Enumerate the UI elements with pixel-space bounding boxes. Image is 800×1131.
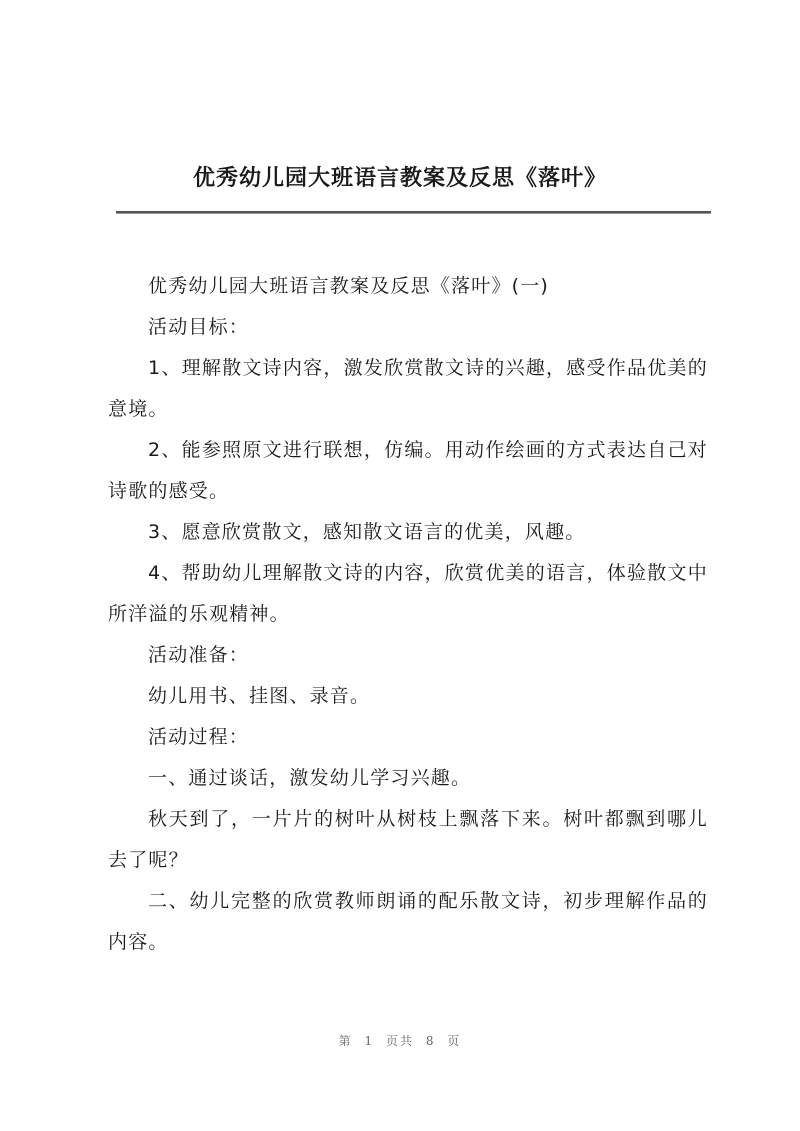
footer-suffix: 页	[447, 1034, 462, 1048]
footer-prefix: 第	[338, 1034, 353, 1048]
document-body	[108, 266, 708, 963]
paragraph-process-label: 活动过程：	[148, 726, 250, 748]
paragraph-goals-label: 活动目标：	[148, 316, 250, 338]
paragraph-step-1: 一、通过谈话，激发幼儿学习兴趣。	[148, 767, 472, 789]
footer-current-page: 1	[364, 1034, 375, 1048]
page-number-footer	[0, 1032, 800, 1049]
footer-total-pages: 8	[425, 1034, 436, 1048]
paragraph-step-2: 二、幼儿完整的欣赏教师朗诵的配乐散文诗，初步理解作品的内容。	[108, 890, 708, 953]
paragraph-goal-4: 4、帮助幼儿理解散文诗的内容，欣赏优美的语言，体验散文中所洋溢的乐观精神。	[108, 562, 708, 625]
title-divider	[116, 211, 711, 214]
footer-middle: 页共	[385, 1034, 414, 1048]
document-title: 优秀幼儿园大班语言教案及反思《落叶》	[192, 165, 607, 191]
paragraph-prep-label: 活动准备：	[148, 644, 250, 666]
paragraph-prep-items: 幼儿用书、挂图、录音。	[148, 685, 371, 707]
paragraph-heading: 优秀幼儿园大班语言教案及反思《落叶》(一)	[148, 275, 550, 297]
paragraph-goal-2: 2、能参照原文进行联想，仿编。用动作绘画的方式表达自己对诗歌的感受。	[108, 439, 708, 502]
paragraph-goal-1: 1、理解散文诗内容，激发欣赏散文诗的兴趣，感受作品优美的意境。	[108, 357, 708, 420]
paragraph-step-1-text: 秋天到了，一片片的树叶从树枝上飘落下来。树叶都飘到哪儿去了呢？	[108, 808, 708, 871]
paragraph-goal-3: 3、愿意欣赏散文，感知散文语言的优美，风趣。	[148, 521, 586, 543]
